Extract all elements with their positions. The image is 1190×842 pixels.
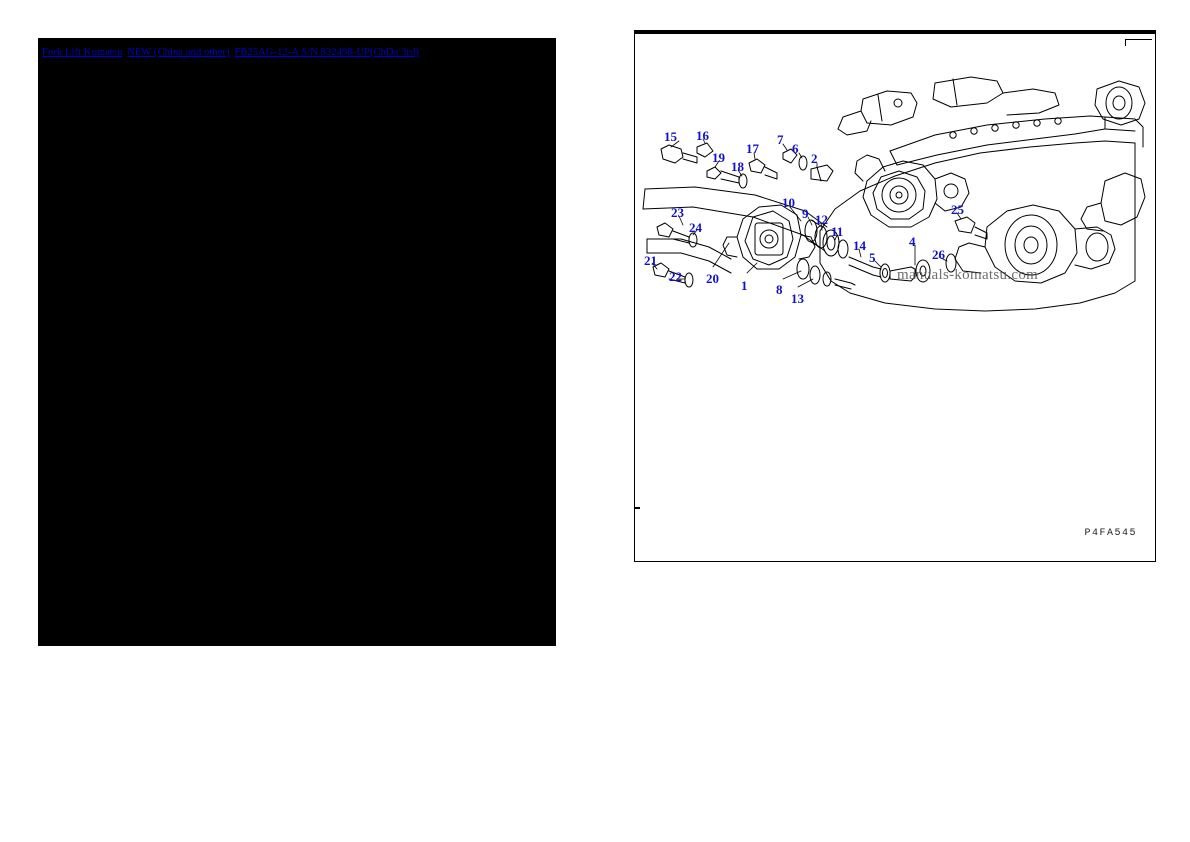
- callout-10: 10: [782, 195, 795, 210]
- callout-20: 20: [706, 271, 719, 286]
- callout-7: 7: [777, 132, 784, 147]
- callout-21: 21: [644, 253, 657, 268]
- image-placeholder: [38, 38, 556, 646]
- callout-13: 13: [791, 291, 804, 306]
- callout-1: 1: [741, 278, 748, 293]
- callout-24: 24: [689, 220, 702, 235]
- callout-9: 9: [802, 206, 809, 221]
- callout-15: 15: [664, 129, 677, 144]
- callout-26: 26: [932, 247, 945, 262]
- callout-18: 18: [731, 159, 744, 174]
- breadcrumb: [42, 47, 562, 59]
- diagram-artwork: [635, 31, 1155, 561]
- callout-2: 2: [811, 151, 818, 166]
- callout-16: 16: [696, 128, 709, 143]
- parts-diagram: [634, 30, 1156, 562]
- breadcrumb-item-1[interactable]: NEW (China and other): [127, 47, 230, 58]
- callout-4: 4: [909, 234, 916, 249]
- callout-22: 22: [669, 269, 682, 284]
- callout-8: 8: [776, 282, 783, 297]
- drawing-code: P4FA545: [1084, 528, 1137, 539]
- callout-5: 5: [869, 250, 876, 265]
- callout-11: 11: [831, 224, 844, 239]
- breadcrumb-item-0[interactable]: Fork Lift Komatsu: [42, 47, 123, 58]
- callout-19: 19: [712, 150, 725, 165]
- breadcrumb-item-2[interactable]: FB25AG-12-A S/N 832498-UP(ChDa 3rd): [234, 47, 420, 58]
- callout-12: 12: [815, 212, 828, 227]
- callout-25: 25: [951, 202, 964, 217]
- callout-6: 6: [792, 141, 799, 156]
- watermark: manuals-komatsu.com: [897, 267, 1039, 283]
- callout-23: 23: [671, 205, 684, 220]
- callout-14: 14: [853, 238, 866, 253]
- callout-17: 17: [746, 141, 759, 156]
